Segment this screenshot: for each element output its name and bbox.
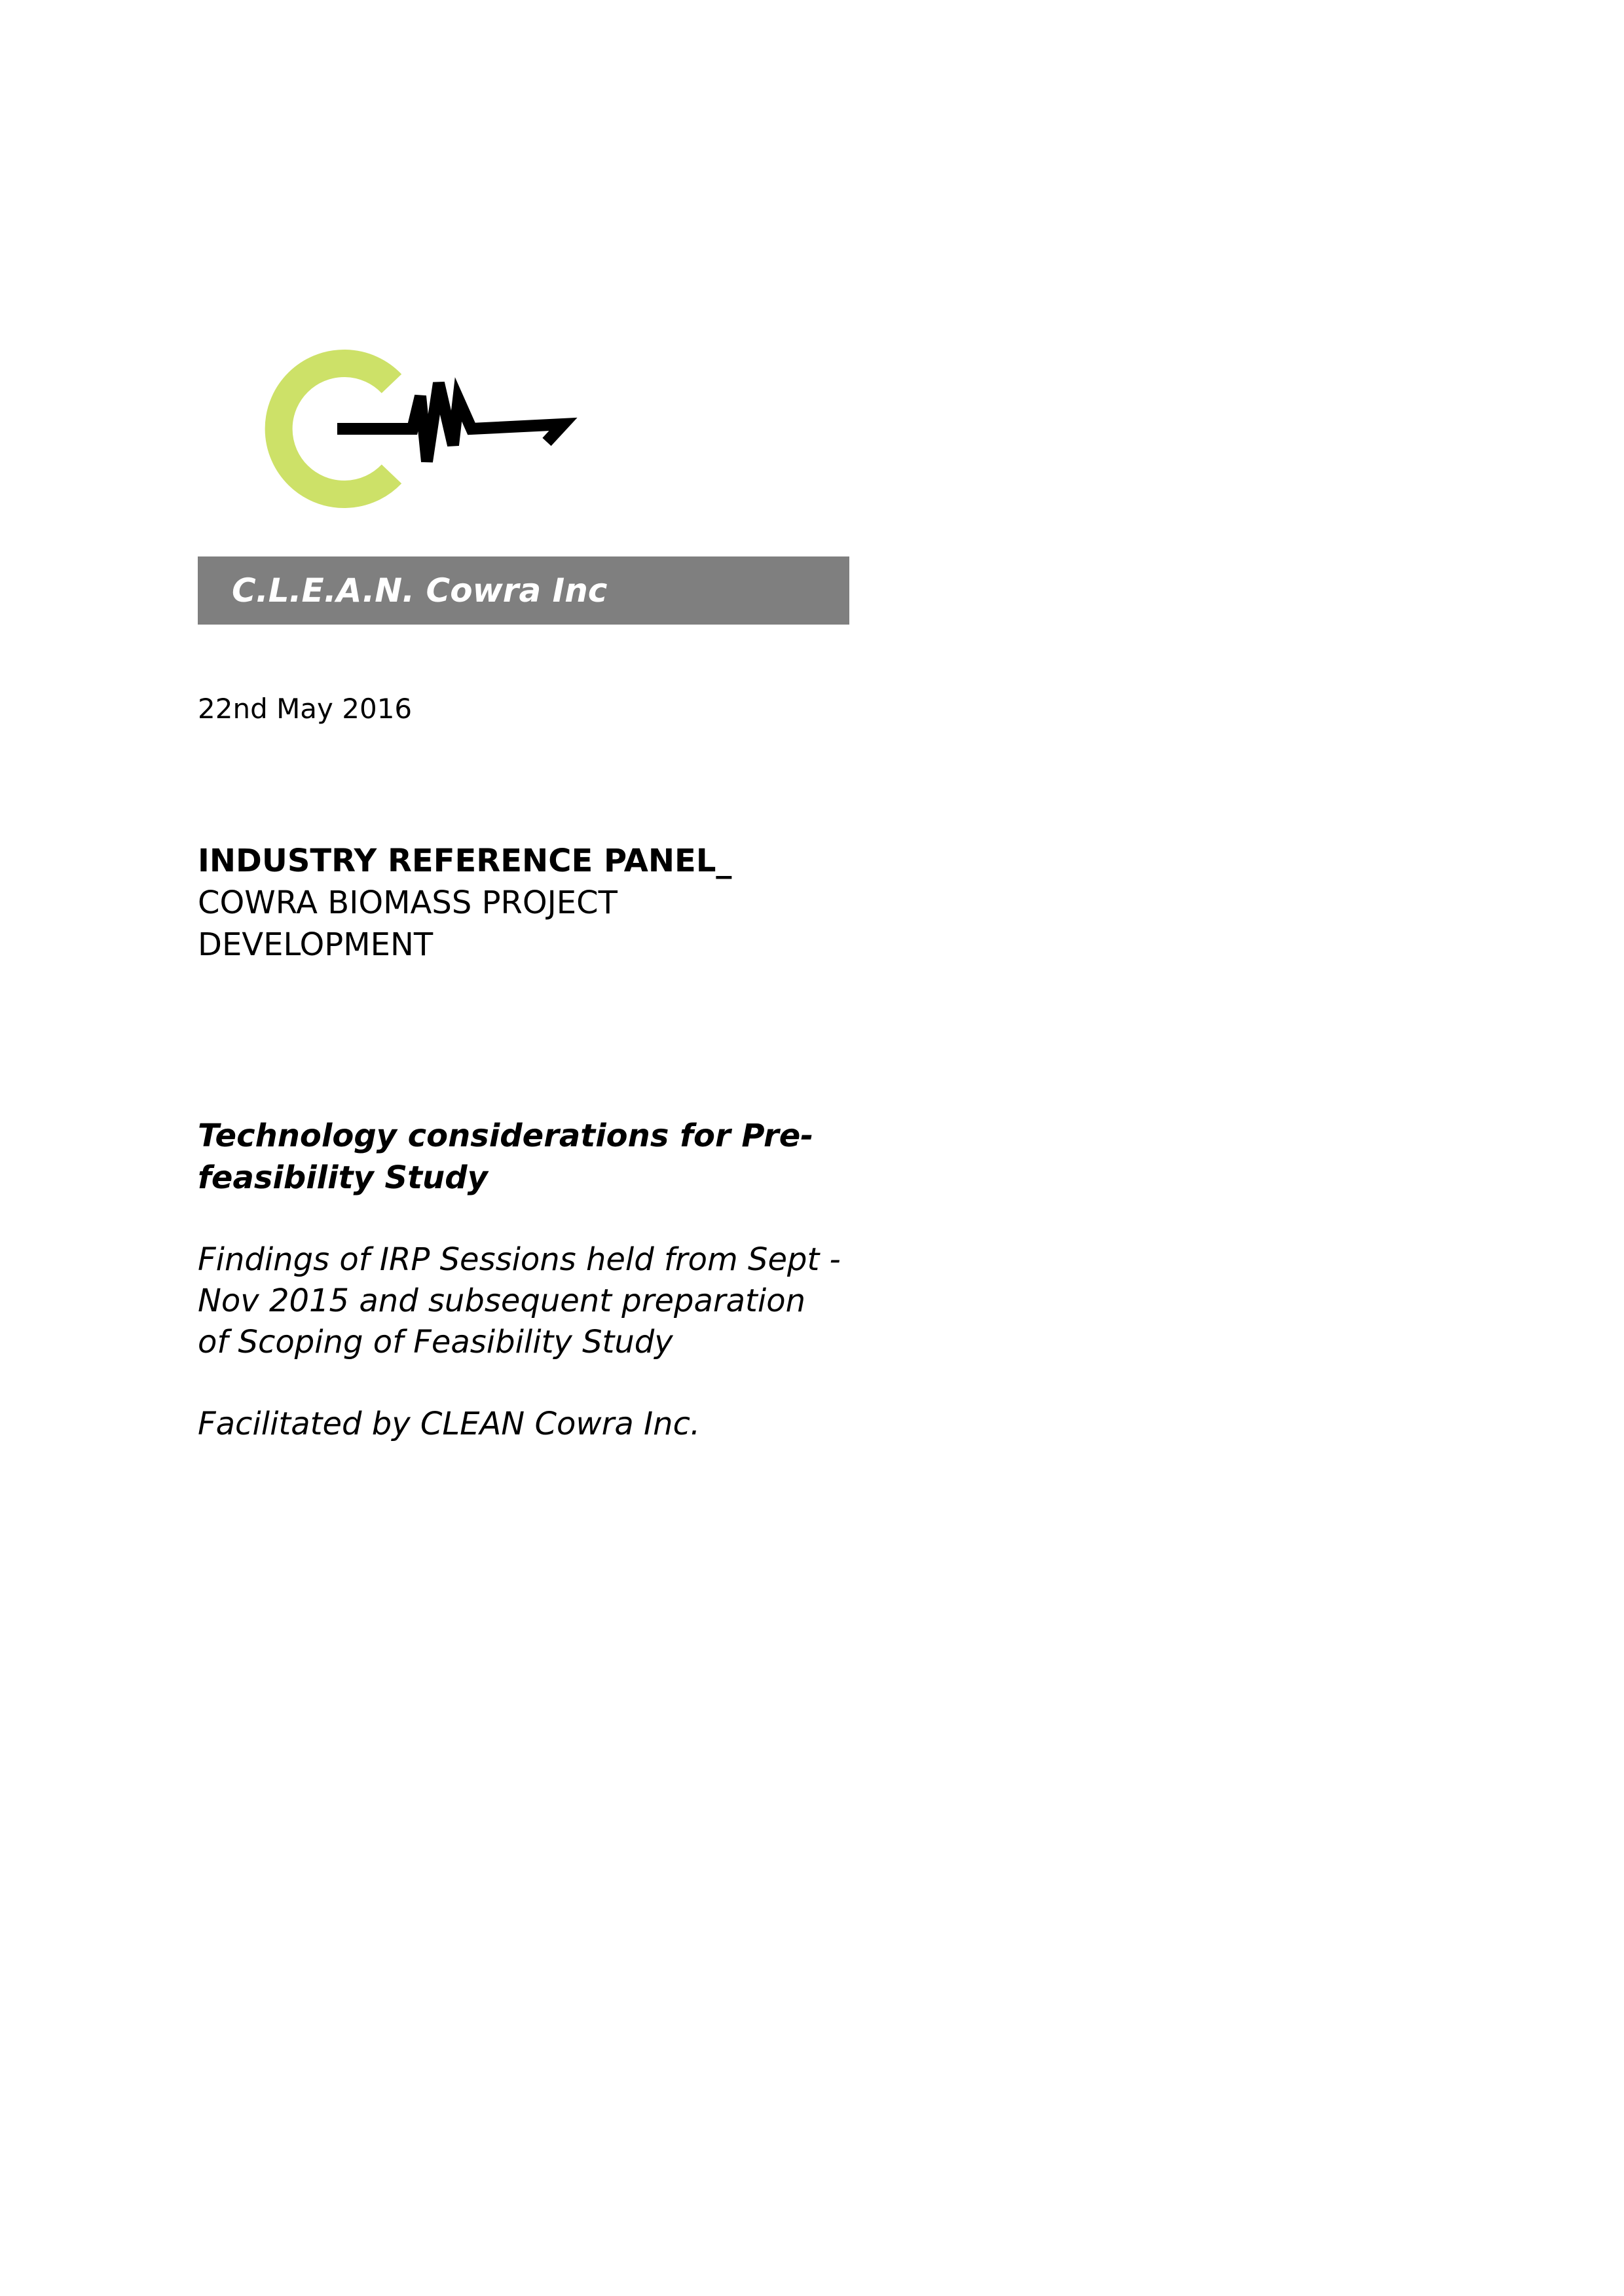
organization-name: C.L.E.A.N. Cowra Inc — [232, 572, 608, 610]
findings-description — [198, 1239, 853, 1363]
document-title — [198, 1115, 853, 1199]
organization-banner — [198, 556, 849, 625]
findings-line: of Scoping of Feasibility Study — [198, 1324, 673, 1360]
clean-cowra-logo-icon — [249, 334, 596, 511]
panel-subtitle-line: DEVELOPMENT — [198, 926, 434, 963]
panel-heading — [198, 840, 853, 966]
findings-line: Findings of IRP Sessions held from Sept - — [198, 1241, 841, 1278]
logo-waveform-shape — [337, 383, 563, 462]
document-date: 22nd May 2016 — [198, 693, 413, 725]
facilitated-by: Facilitated by CLEAN Cowra Inc. — [198, 1406, 701, 1442]
panel-title: INDUSTRY REFERENCE PANEL_ — [198, 843, 732, 879]
panel-subtitle-line: COWRA BIOMASS PROJECT — [198, 884, 618, 921]
document-title-line: feasibility Study — [198, 1159, 488, 1196]
findings-line: Nov 2015 and subsequent preparation — [198, 1283, 805, 1319]
document-title-line: Technology considerations for Pre- — [198, 1118, 814, 1154]
